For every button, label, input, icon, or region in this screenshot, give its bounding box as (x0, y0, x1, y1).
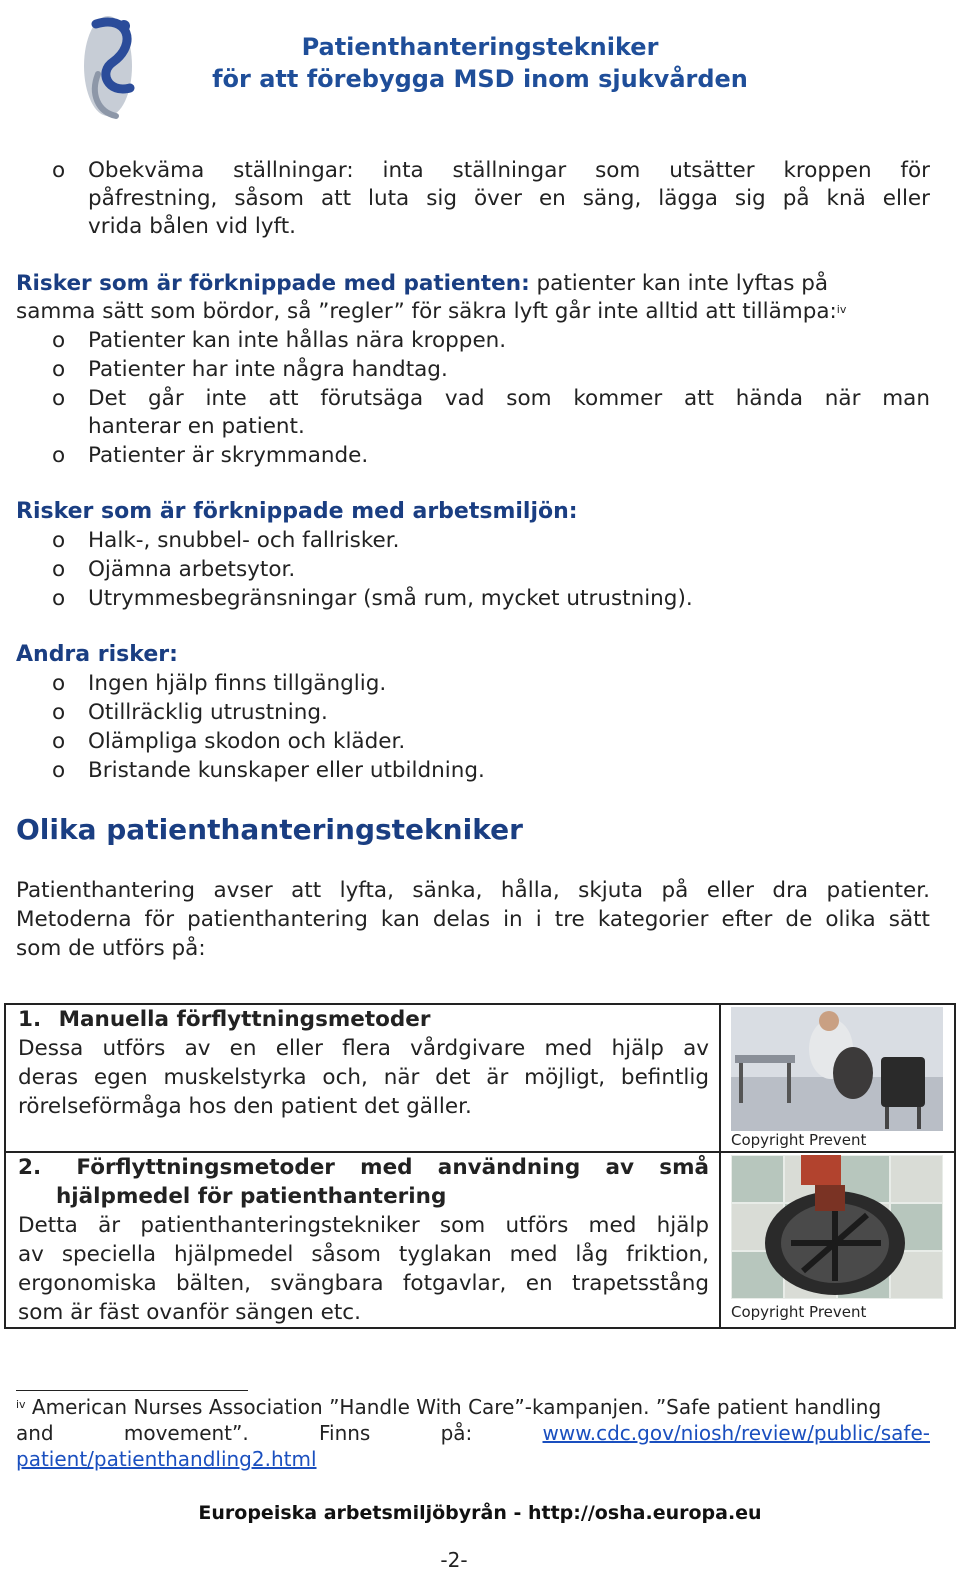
bullet-marker: o (52, 528, 66, 553)
work-environment-heading: Risker som är förknippade med arbetsmiljön: (16, 499, 578, 524)
other-risks-heading: Andra risker: (16, 642, 178, 667)
techniques-para-line1: Patienthantering avser att lyfta, sänka, hålla, skjuta på eller dra patienter. (16, 878, 930, 903)
footnote-word: movement”. (123, 1421, 249, 1445)
work-risk-item: Utrymmesbegränsningar (små rum, mycket utrustning). (88, 586, 693, 611)
footnote-text: American Nurses Association ”Handle With Care”-kampanjen. ”Safe patient handling (25, 1395, 882, 1419)
patient-risks-intro (16, 269, 930, 298)
method-title-line2: hjälpmedel för patienthantering (56, 1184, 447, 1209)
footnote-word: Finns (318, 1421, 371, 1445)
intro-bullet-line1: Obekväma ställningar: inta ställningar som utsätter kroppen för (88, 158, 930, 183)
logo (68, 4, 154, 124)
footnote-line1 (16, 1394, 930, 1420)
techniques-para-line2: Metoderna för patienthantering kan delas in i tre kategorier efter de olika sätt (16, 907, 930, 932)
patient-risks-intro-rest: patienter kan inte lyftas på (529, 271, 829, 296)
bullet-marker: o (52, 386, 66, 411)
other-risk-item: Olämpliga skodon och kläder. (88, 729, 406, 754)
bullet-marker: o (52, 557, 66, 582)
footnote-word: and (16, 1421, 54, 1445)
footnote-word: på: (440, 1421, 473, 1445)
header-title-line2: för att förebygga MSD inom sjukvården (212, 65, 748, 93)
patient-risk-item: Patienter kan inte hållas nära kroppen. (88, 328, 507, 353)
photo-caption: Copyright Prevent (731, 1303, 867, 1321)
method-text-cell (5, 1004, 720, 1152)
footnote-link-cont[interactable]: patient/patienthandling2.html (16, 1447, 317, 1471)
techniques-para-line3: som de utförs på: (16, 936, 206, 961)
bullet-marker: o (52, 758, 66, 783)
method-desc-line: rörelseförmåga hos den patient det gäller. (18, 1094, 472, 1119)
patient-risks-line2 (16, 297, 846, 326)
footnote-link[interactable]: www.cdc.gov/niosh/review/public/safe- (542, 1421, 930, 1445)
bullet-marker: o (52, 158, 66, 183)
method-text-cell (5, 1152, 720, 1328)
method-title (6, 1153, 719, 1182)
method-title (6, 1005, 719, 1034)
method-desc-line: som är fäst ovanför sängen etc. (18, 1300, 361, 1325)
work-risk-item: Halk-, snubbel- och fallrisker. (88, 528, 400, 553)
intro-bullet-line3: vrida bålen vid lyft. (88, 214, 297, 239)
intro-bullet-line2: påfrestning, såsom att luta sig över en säng, lägga sig på knä eller (88, 186, 930, 211)
method-image-cell (720, 1004, 955, 1152)
other-risk-item: Otillräcklig utrustning. (88, 700, 328, 725)
method-title-text: Förflyttningsmetoder med användning av små (76, 1155, 709, 1180)
bullet-marker: o (52, 443, 66, 468)
method-desc-line: Detta är patienthanteringstekniker som utförs med hjälp (18, 1213, 709, 1238)
bullet-marker: o (52, 729, 66, 754)
footer-agency: Europeiska arbetsmiljöbyrån - http://osha.europa.eu (198, 1502, 762, 1524)
table-row (5, 1152, 955, 1328)
bullet-marker: o (52, 328, 66, 353)
manual-transfer-photo (731, 1007, 943, 1131)
method-desc-line: av speciella hjälpmedel såsom tyglakan med låg friktion, (18, 1242, 709, 1267)
method-image-cell (720, 1152, 955, 1328)
page-number: -2- (440, 1548, 468, 1572)
method-desc-line: Dessa utförs av en eller flera vårdgivare med hjälp av (18, 1036, 709, 1061)
section-heading: Olika patienthanteringstekniker (16, 813, 523, 846)
methods-table (4, 1003, 956, 1329)
table-row (5, 1004, 955, 1152)
patient-risk-item-cont: hanterar en patient. (88, 414, 305, 439)
footnote-marker: iv (16, 1398, 26, 1411)
bullet-marker: o (52, 700, 66, 725)
photo-caption: Copyright Prevent (731, 1131, 867, 1149)
patient-risks-line2-text: samma sätt som bördor, så ”regler” för säkra lyft går inte alltid att tillämpa: (16, 299, 837, 324)
footnote-line2 (16, 1420, 930, 1446)
header-title-line1: Patienthanteringstekniker (301, 33, 659, 61)
work-risk-item: Ojämna arbetsytor. (88, 557, 296, 582)
other-risk-item: Ingen hjälp finns tillgänglig. (88, 671, 387, 696)
footnote-ref[interactable]: iv (836, 303, 847, 316)
patient-risk-item: Det går inte att förutsäga vad som kommer att hända när man (88, 386, 930, 411)
method-desc-line: ergonomiska bälten, svängbara fotgavlar, en trapetsstång (18, 1271, 709, 1296)
method-number: 2. (18, 1155, 42, 1180)
bullet-marker: o (52, 586, 66, 611)
method-number: 1. (18, 1007, 42, 1032)
bullet-marker: o (52, 671, 66, 696)
footnote-divider (16, 1390, 248, 1391)
method-title-text: Manuella förflyttningsmetoder (58, 1007, 431, 1032)
patient-risk-item: Patienter har inte några handtag. (88, 357, 448, 382)
patient-risks-heading: Risker som är förknippade med patienten: (16, 271, 530, 296)
bullet-marker: o (52, 357, 66, 382)
other-risk-item: Bristande kunskaper eller utbildning. (88, 758, 485, 783)
turning-disc-photo (731, 1155, 943, 1299)
patient-risk-item: Patienter är skrymmande. (88, 443, 369, 468)
method-desc-line: deras egen muskelstyrka och, när det är möjligt, befintlig (18, 1065, 709, 1090)
